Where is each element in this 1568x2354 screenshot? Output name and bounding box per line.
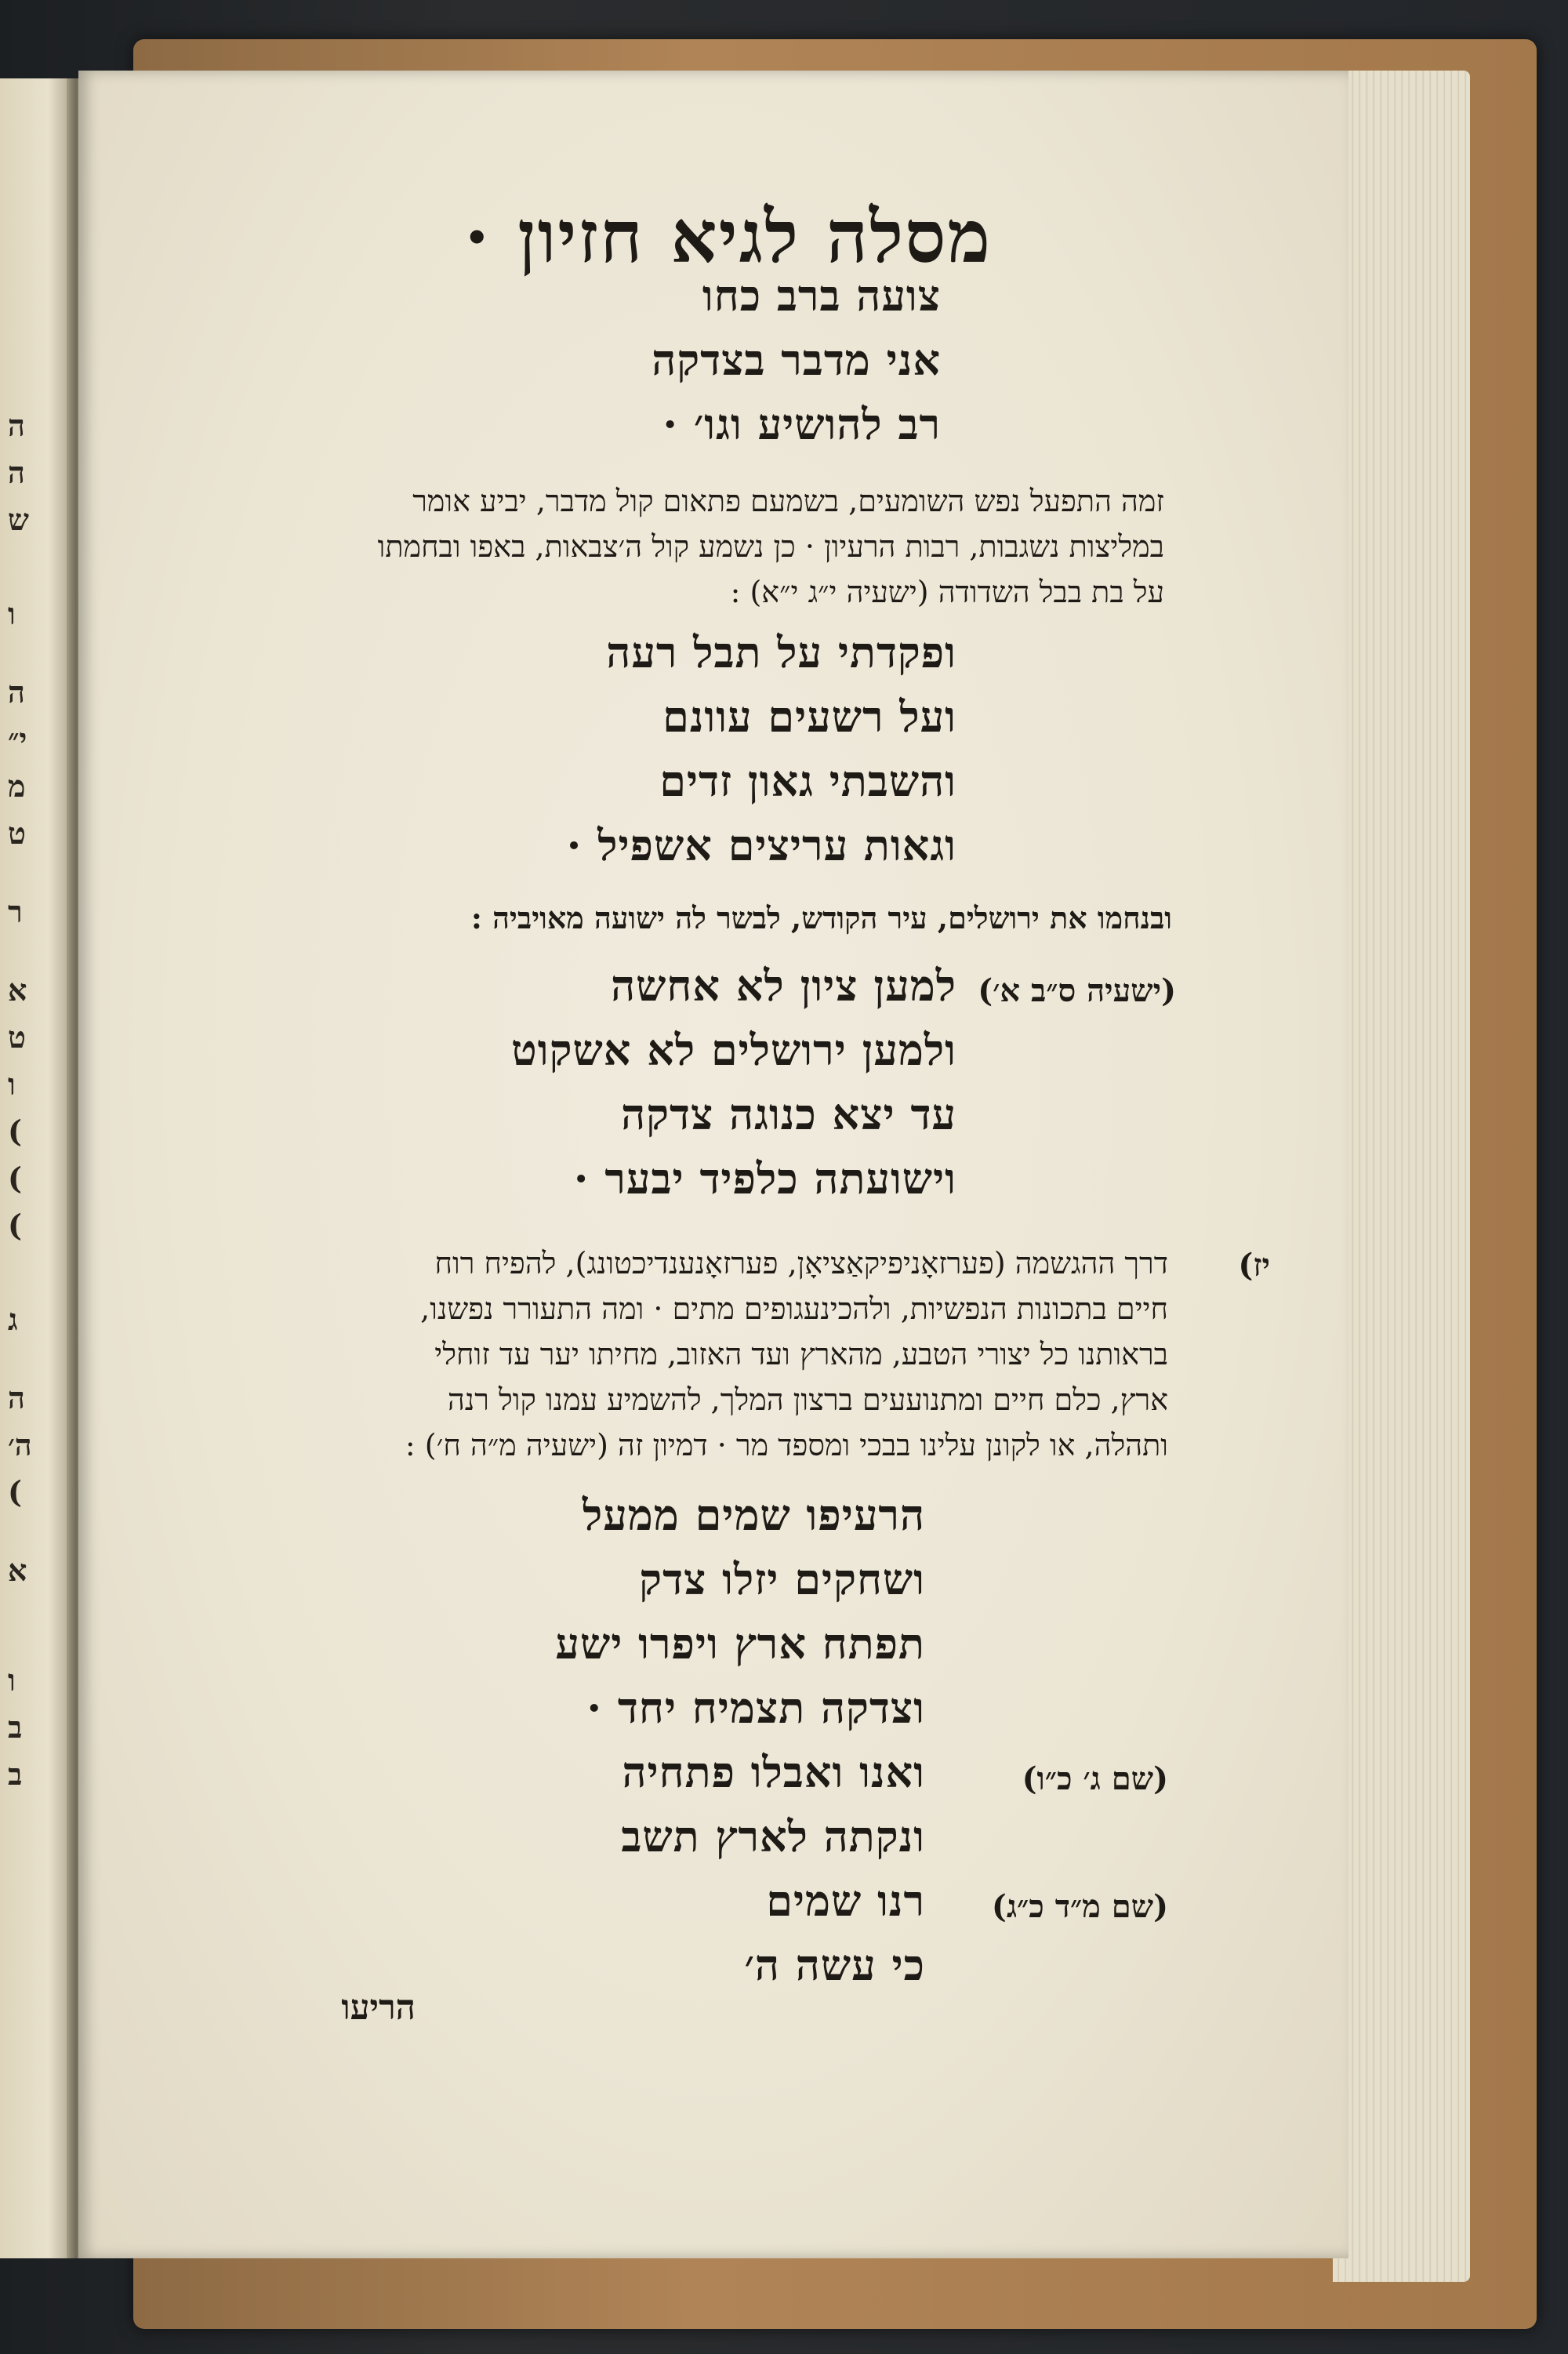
prose-line: בראותנו כל יצורי הטבע, מהארץ ועד האזוב, מחיתו יער עד זוחלי [434,1337,1168,1371]
left-page-edge [0,78,69,2258]
verse-line: רנו שמים [766,1876,925,1926]
verse-line: וגאות עריצים אשפיל · [566,820,956,870]
left-page-fragment: ( [8,1474,22,1509]
prose-line: ותהלה, או לקונן עלינו בבכי ומספד מר · דמיון זה (ישעיה מ״ה ח׳) : [405,1428,1168,1462]
verse-line: והשבתי גאון זדים [659,756,956,806]
left-page-fragment: ט [8,816,26,851]
left-page-fragment: ו [8,596,16,631]
left-page-fragment: ו [8,1662,16,1698]
left-page-fragment: ( [8,1208,22,1243]
right-page [78,71,1348,2258]
left-page-fragment: מ [8,768,26,804]
left-page-fragment: א [8,972,27,1008]
prose-line: זמה התפעל נפש השומעים, בשמעם פתאום קול מדבר, יביע אומר [412,484,1164,518]
verse-line: וישועתה כלפיד יבער · [573,1153,956,1204]
verse-line: רב להושיע וגו׳ · [662,399,941,449]
prose-line: על בת בבל השדודה (ישעיה י״ג י״א) : [730,575,1164,609]
left-page-fragment: ב [8,1756,23,1792]
verse-line: אני מדבר בצדקה [652,335,941,385]
prose-line: ארץ, כלם חיים ומתנועעים ברצון המלך, להשמיע עמנו קול רנה [448,1382,1168,1417]
citation: (שם ג׳ כ״ו) [1022,1760,1168,1797]
left-page-fragment: ( [8,1161,22,1196]
catchword: הריעו [341,1988,416,2028]
left-page-fragment: ג [8,1302,18,1337]
left-page-fragment: ה [8,408,25,443]
left-page-fragment: ה [8,455,25,490]
verse-line: ולמען ירושלים לא אשקוט [511,1025,956,1075]
left-page-fragment: ה [8,1380,25,1415]
left-page-fragment: ש [8,502,29,537]
verse-line: צועה ברב כחו [702,271,941,321]
left-page-fragment: ר [8,894,23,929]
verse-line: עד יצא כנוגה צדקה [621,1089,956,1139]
citation: (שם מ״ד כ״ג) [991,1888,1168,1925]
page-title: מסלה לגיא חזיון · [464,194,992,279]
prose-line: חיים בתכונות הנפשיות, ולהכינעגופים מתים · ומה התעורר נפשנו, [420,1291,1168,1326]
verse-line: ואנו ואבלו פתחיה [622,1747,925,1797]
left-page-fragment: ו [8,1066,16,1102]
verse-line: למען ציון לא אחשה [611,961,956,1011]
left-page-fragment: י״ [8,721,27,757]
verse-line: הרעיפו שמים ממעל [582,1490,925,1540]
left-page-fragment: ה׳ [8,1427,32,1462]
verse-line: וצדקה תצמיח יחד · [586,1683,925,1733]
prose-line: ובנחמו את ירושלים, עיר הקודש, לבשר לה ישועה מאויביה : [470,900,1172,935]
left-page-fragment: ב [8,1709,23,1745]
verse-line: ונקתה לארץ תשב [621,1811,925,1862]
section-marker: יז) [1238,1247,1270,1284]
left-page-fragment: א [8,1553,27,1588]
citation: (ישעיה ס״ב א׳) [978,972,1176,1009]
page-edges [1333,71,1470,2282]
verse-line: ושחקים יזלו צדק [639,1554,925,1604]
prose-line: דרך ההגשמה (פערזאָניפיקאַציאָן, פערזאָנענדיכטונג), להפיח רוח [434,1246,1168,1281]
left-page-fragment: ט [8,1019,26,1055]
prose-line: במליצות נשגבות, רבות הרעיון · כן נשמע קול ה׳צבאות, באפו ובחמתו [377,529,1164,564]
verse-line: כי עשה ה׳ [744,1940,925,1990]
verse-line: ועל רשעים עוונם [662,692,956,742]
left-page-fragment: ה [8,674,25,710]
verse-line: תפתח ארץ ויפרו ישע [555,1618,925,1669]
verse-line: ופקדתי על תבל רעה [606,627,956,678]
left-page-fragment: ( [8,1113,22,1149]
